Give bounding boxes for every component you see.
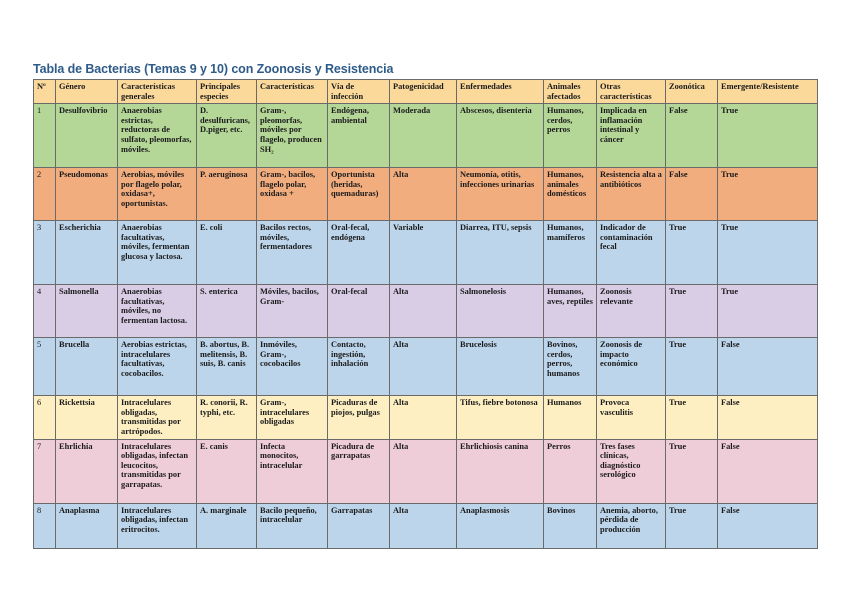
species-cell: S. enterica (197, 285, 257, 338)
row-number: 5 (34, 338, 56, 396)
other-characteristics-cell: Tres fases clínicas, diagnóstico serológico (597, 439, 666, 503)
header-row (34, 80, 818, 104)
genus-cell: Desulfovibrio (56, 104, 118, 168)
zoonotic-cell: False (666, 168, 718, 221)
row-number: 1 (34, 104, 56, 168)
infection-route-cell: Contacto, ingestión, inhalación (328, 338, 390, 396)
header-cell: Animales afectados (544, 80, 597, 104)
row-number: 7 (34, 439, 56, 503)
genus-cell: Anaplasma (56, 503, 118, 548)
pathogenicity-cell: Alta (390, 285, 457, 338)
genus-cell: Salmonella (56, 285, 118, 338)
emergent-resistant-cell: True (718, 221, 818, 285)
table-row (34, 221, 818, 285)
header-cell: Principales especies (197, 80, 257, 104)
header-cell: Características generales (118, 80, 197, 104)
pathogenicity-cell: Moderada (390, 104, 457, 168)
infection-route-cell: Oral-fecal (328, 285, 390, 338)
other-characteristics-cell: Zoonosis de impacto económico (597, 338, 666, 396)
diseases-cell: Neumonía, otitis, infecciones urinarias (457, 168, 544, 221)
affected-animals-cell: Perros (544, 439, 597, 503)
characteristics-cell: Gram-, pleomorfas, móviles por flagelo, producen SH₂ (257, 104, 328, 168)
emergent-resistant-cell: True (718, 104, 818, 168)
infection-route-cell: Endógena, ambiental (328, 104, 390, 168)
species-cell: B. abortus, B. melitensis, B. suis, B. canis (197, 338, 257, 396)
pathogenicity-cell: Alta (390, 503, 457, 548)
species-cell: R. conorii, R. typhi, etc. (197, 396, 257, 439)
header-cell: Género (56, 80, 118, 104)
zoonotic-cell: True (666, 338, 718, 396)
diseases-cell: Ehrlichiosis canina (457, 439, 544, 503)
characteristics-cell: Infecta monocitos, intracelular (257, 439, 328, 503)
affected-animals-cell: Bovinos, cerdos, perros, humanos (544, 338, 597, 396)
genus-cell: Escherichia (56, 221, 118, 285)
emergent-resistant-cell: False (718, 439, 818, 503)
header-cell: Emergente/Resistente (718, 80, 818, 104)
row-number: 2 (34, 168, 56, 221)
zoonotic-cell: True (666, 285, 718, 338)
characteristics-cell: Bacilos rectos, móviles, fermentadores (257, 221, 328, 285)
diseases-cell: Diarrea, ITU, sepsis (457, 221, 544, 285)
species-cell: A. marginale (197, 503, 257, 548)
diseases-cell: Anaplasmosis (457, 503, 544, 548)
genus-cell: Brucella (56, 338, 118, 396)
genus-cell: Pseudomonas (56, 168, 118, 221)
affected-animals-cell: Bovinos (544, 503, 597, 548)
general-characteristics-cell: Anaerobias facultativas, móviles, no fermentan lactosa. (118, 285, 197, 338)
other-characteristics-cell: Provoca vasculitis (597, 396, 666, 439)
infection-route-cell: Picaduras de piojos, pulgas (328, 396, 390, 439)
general-characteristics-cell: Aerobias estrictas, intracelulares facultativas, cocobacilos. (118, 338, 197, 396)
species-cell: E. coli (197, 221, 257, 285)
other-characteristics-cell: Indicador de contaminación fecal (597, 221, 666, 285)
header-cell: Zoonótica (666, 80, 718, 104)
emergent-resistant-cell: False (718, 338, 818, 396)
general-characteristics-cell: Aerobias, móviles por flagelo polar, oxidasa+, oportunistas. (118, 168, 197, 221)
other-characteristics-cell: Zoonosis relevante (597, 285, 666, 338)
zoonotic-cell: True (666, 439, 718, 503)
header-cell: Vía de infección (328, 80, 390, 104)
row-number: 8 (34, 503, 56, 548)
other-characteristics-cell: Implicada en inflamación intestinal y cáncer (597, 104, 666, 168)
general-characteristics-cell: Intracelulares obligadas, infectan leucocitos, transmitidas por garrapatas. (118, 439, 197, 503)
table-row (34, 338, 818, 396)
infection-route-cell: Picadura de garrapatas (328, 439, 390, 503)
row-number: 6 (34, 396, 56, 439)
table-row (34, 439, 818, 503)
affected-animals-cell: Humanos, animales domésticos (544, 168, 597, 221)
infection-route-cell: Garrapatas (328, 503, 390, 548)
characteristics-cell: Bacilo pequeño, intracelular (257, 503, 328, 548)
characteristics-cell: Gram-, bacilos, flagelo polar, oxidasa + (257, 168, 328, 221)
affected-animals-cell: Humanos, cerdos, perros (544, 104, 597, 168)
pathogenicity-cell: Alta (390, 396, 457, 439)
emergent-resistant-cell: True (718, 285, 818, 338)
bacteria-table (33, 79, 818, 549)
zoonotic-cell: True (666, 221, 718, 285)
pathogenicity-cell: Alta (390, 338, 457, 396)
other-characteristics-cell: Anemia, aborto, pérdida de producción (597, 503, 666, 548)
zoonotic-cell: True (666, 503, 718, 548)
diseases-cell: Abscesos, disentería (457, 104, 544, 168)
zoonotic-cell: True (666, 396, 718, 439)
pathogenicity-cell: Alta (390, 168, 457, 221)
pathogenicity-cell: Variable (390, 221, 457, 285)
table-row (34, 285, 818, 338)
characteristics-cell: Inmóviles, Gram-, cocobacilos (257, 338, 328, 396)
emergent-resistant-cell: False (718, 503, 818, 548)
affected-animals-cell: Humanos (544, 396, 597, 439)
table-row (34, 168, 818, 221)
species-cell: E. canis (197, 439, 257, 503)
diseases-cell: Tifus, fiebre botonosa (457, 396, 544, 439)
general-characteristics-cell: Intracelulares obligadas, infectan eritrocitos. (118, 503, 197, 548)
affected-animals-cell: Humanos, aves, reptiles (544, 285, 597, 338)
header-cell: Patogenicidad (390, 80, 457, 104)
general-characteristics-cell: Anaerobias facultativas, móviles, fermentan glucosa y lactosa. (118, 221, 197, 285)
table-row (34, 396, 818, 439)
header-cell: Nº (34, 80, 56, 104)
emergent-resistant-cell: True (718, 168, 818, 221)
header-cell: Otras características (597, 80, 666, 104)
header-cell: Características (257, 80, 328, 104)
species-cell: D. desulfuricans, D.piger, etc. (197, 104, 257, 168)
table-row (34, 104, 818, 168)
characteristics-cell: Gram-, intracelulares obligadas (257, 396, 328, 439)
diseases-cell: Brucelosis (457, 338, 544, 396)
genus-cell: Rickettsia (56, 396, 118, 439)
general-characteristics-cell: Intracelulares obligadas, transmitidas por artrópodos. (118, 396, 197, 439)
infection-route-cell: Oportunista (heridas, quemaduras) (328, 168, 390, 221)
infection-route-cell: Oral-fecal, endógena (328, 221, 390, 285)
diseases-cell: Salmonelosis (457, 285, 544, 338)
general-characteristics-cell: Anaerobias estrictas, reductoras de sulfato, pleomorfas, móviles. (118, 104, 197, 168)
pathogenicity-cell: Alta (390, 439, 457, 503)
genus-cell: Ehrlichia (56, 439, 118, 503)
table-row (34, 503, 818, 548)
affected-animals-cell: Humanos, mamíferos (544, 221, 597, 285)
zoonotic-cell: False (666, 104, 718, 168)
row-number: 3 (34, 221, 56, 285)
characteristics-cell: Móviles, bacilos, Gram- (257, 285, 328, 338)
row-number: 4 (34, 285, 56, 338)
emergent-resistant-cell: False (718, 396, 818, 439)
page-title: Tabla de Bacterias (Temas 9 y 10) con Zoonosis y Resistencia (33, 62, 394, 76)
species-cell: P. aeruginosa (197, 168, 257, 221)
other-characteristics-cell: Resistencia alta a antibióticos (597, 168, 666, 221)
header-cell: Enfermedades (457, 80, 544, 104)
